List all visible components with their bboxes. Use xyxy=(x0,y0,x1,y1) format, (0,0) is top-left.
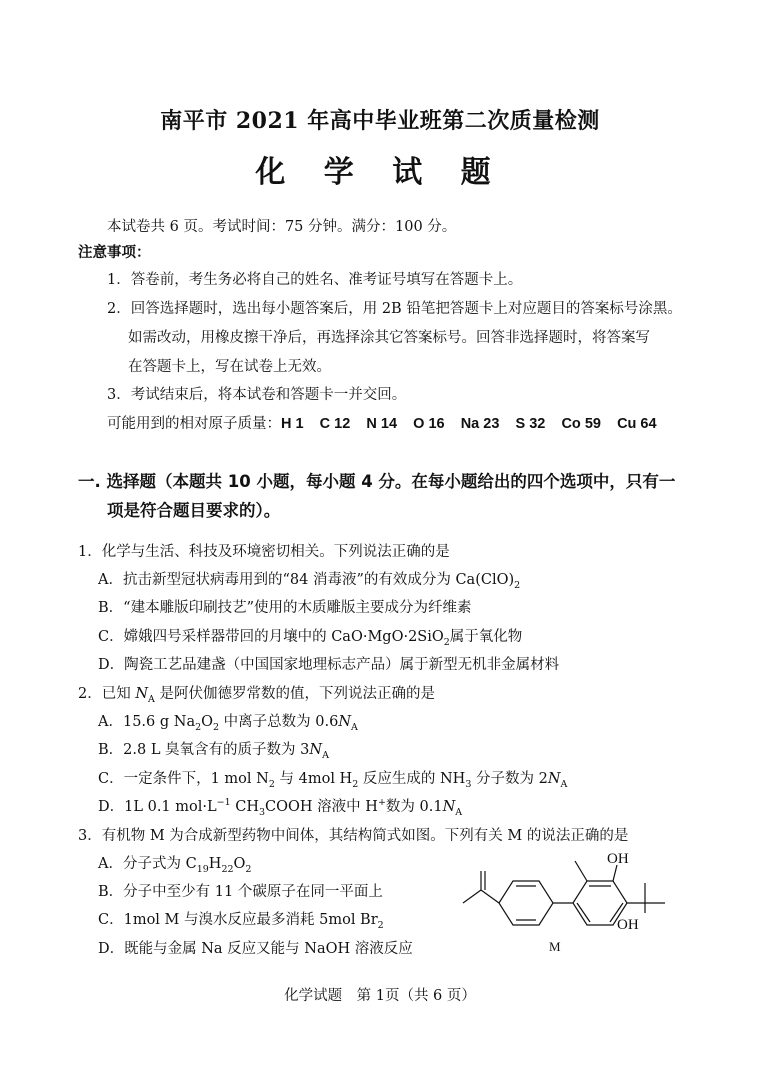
notice-item-2: 2．回答选择题时，选出每小题答案后，用 2B 铅笔把答题卡上对应题目的答案标号涂黑。 xyxy=(107,301,682,317)
page-footer: 化学试题 第 1页（共 6 页） xyxy=(284,988,476,1004)
notice-heading: 注意事项： xyxy=(78,244,151,261)
isopropenyl-bond xyxy=(463,890,481,903)
section-1-heading-cont: 项是符合题目要求的）。 xyxy=(107,501,281,520)
atomic-mass-values: H 1 C 12 N 14 O 16 Na 23 S 32 Co 59 Cu 64 xyxy=(281,416,657,432)
q1-option-b: B．“建本雕版印刷技艺”使用的木质雕版主要成分为纤维素 xyxy=(98,600,472,616)
intro-text: 本试卷共 6 页。考试时间：75 分钟。满分：100 分。 xyxy=(107,219,457,235)
q3-option-a: A．分子式为 $C_{19}H_{22}O_2$ xyxy=(98,856,252,875)
molecule-m-structure xyxy=(455,845,675,960)
q3-option-c: C．1mol M 与溴水反应最多消耗 5mol $Br_2$ xyxy=(98,912,384,931)
q1-option-c: C．嫦娥四号采样器带回的月壤中的 CaO·MgO·2SiO$_2$属于氧化物 xyxy=(98,629,523,648)
section-1-heading: 一. 选择题（本题共 10 小题，每小题 4 分。在每小题给出的四个选项中，只有一 xyxy=(78,472,676,491)
exam-title: 南平市 2021 年高中毕业班第二次质量检测 xyxy=(160,108,600,134)
q2-option-b: B．2.8 L 臭氧含有的质子数为 $3N_A$ xyxy=(98,742,329,761)
notice-item-3: 3．考试结束后，将本试卷和答题卡一并交回。 xyxy=(107,387,407,403)
q3-stem: 3．有机物 M 为合成新型药物中间体，其结构简式如图。下列有关 M 的说法正确的是 xyxy=(78,828,629,844)
q1-stem: 1．化学与生活、科技及环境密切相关。下列说法正确的是 xyxy=(78,544,450,560)
q1-option-a: A．抗击新型冠状病毒用到的“84 消毒液”的有效成分为 $Ca(ClO)_2$ xyxy=(98,572,521,591)
notice-item-2-cont: 如需改动，用橡皮擦干净后，再选择涂其它答案标号。回答非选择题时，将答案写 xyxy=(128,330,650,346)
figure-caption: M xyxy=(549,939,561,954)
left-ring xyxy=(499,881,553,925)
q1-option-d: D．陶瓷工艺品建盏（中国国家地理标志产品）属于新型无机非金属材料 xyxy=(98,657,560,673)
q3-option-d: D．既能与金属 Na 反应又能与 NaOH 溶液反应 xyxy=(98,941,413,957)
oh-top-label: OH xyxy=(607,851,629,867)
oh-bottom-label: OH xyxy=(617,917,639,933)
q2-option-c: C．一定条件下，1 mol $N_2$ 与 4mol $H_2$ 反应生成的 $NH_3$ 分子数为 $2N_A$ xyxy=(98,771,568,790)
atomic-mass-line xyxy=(107,412,657,433)
q2-option-a: A．15.6 g $Na_2O_2$ 中离子总数为 $0.6N_A$ xyxy=(98,714,358,733)
notice-item-1: 1．答卷前，考生务必将自己的姓名、准考证号填写在答题卡上。 xyxy=(107,272,523,288)
q2-stem: 2．已知 $N_A$ 是阿伏伽德罗常数的值，下列说法正确的是 xyxy=(78,686,436,705)
q3-option-b: B．分子中至少有 11 个碳原子在同一平面上 xyxy=(98,884,383,900)
q2-option-d: D．1L 0.1 $mol\cdot L^{-1}$ $CH_3COOH$ 溶液中 H+数为 $0.1N_A$ xyxy=(98,797,463,818)
atomic-mass-label: 可能用到的相对原子质量： xyxy=(107,416,281,432)
notice-item-2-end: 在答题卡上，写在试卷上无效。 xyxy=(128,359,331,375)
subject-title: 化 学 试 题 xyxy=(255,155,505,190)
